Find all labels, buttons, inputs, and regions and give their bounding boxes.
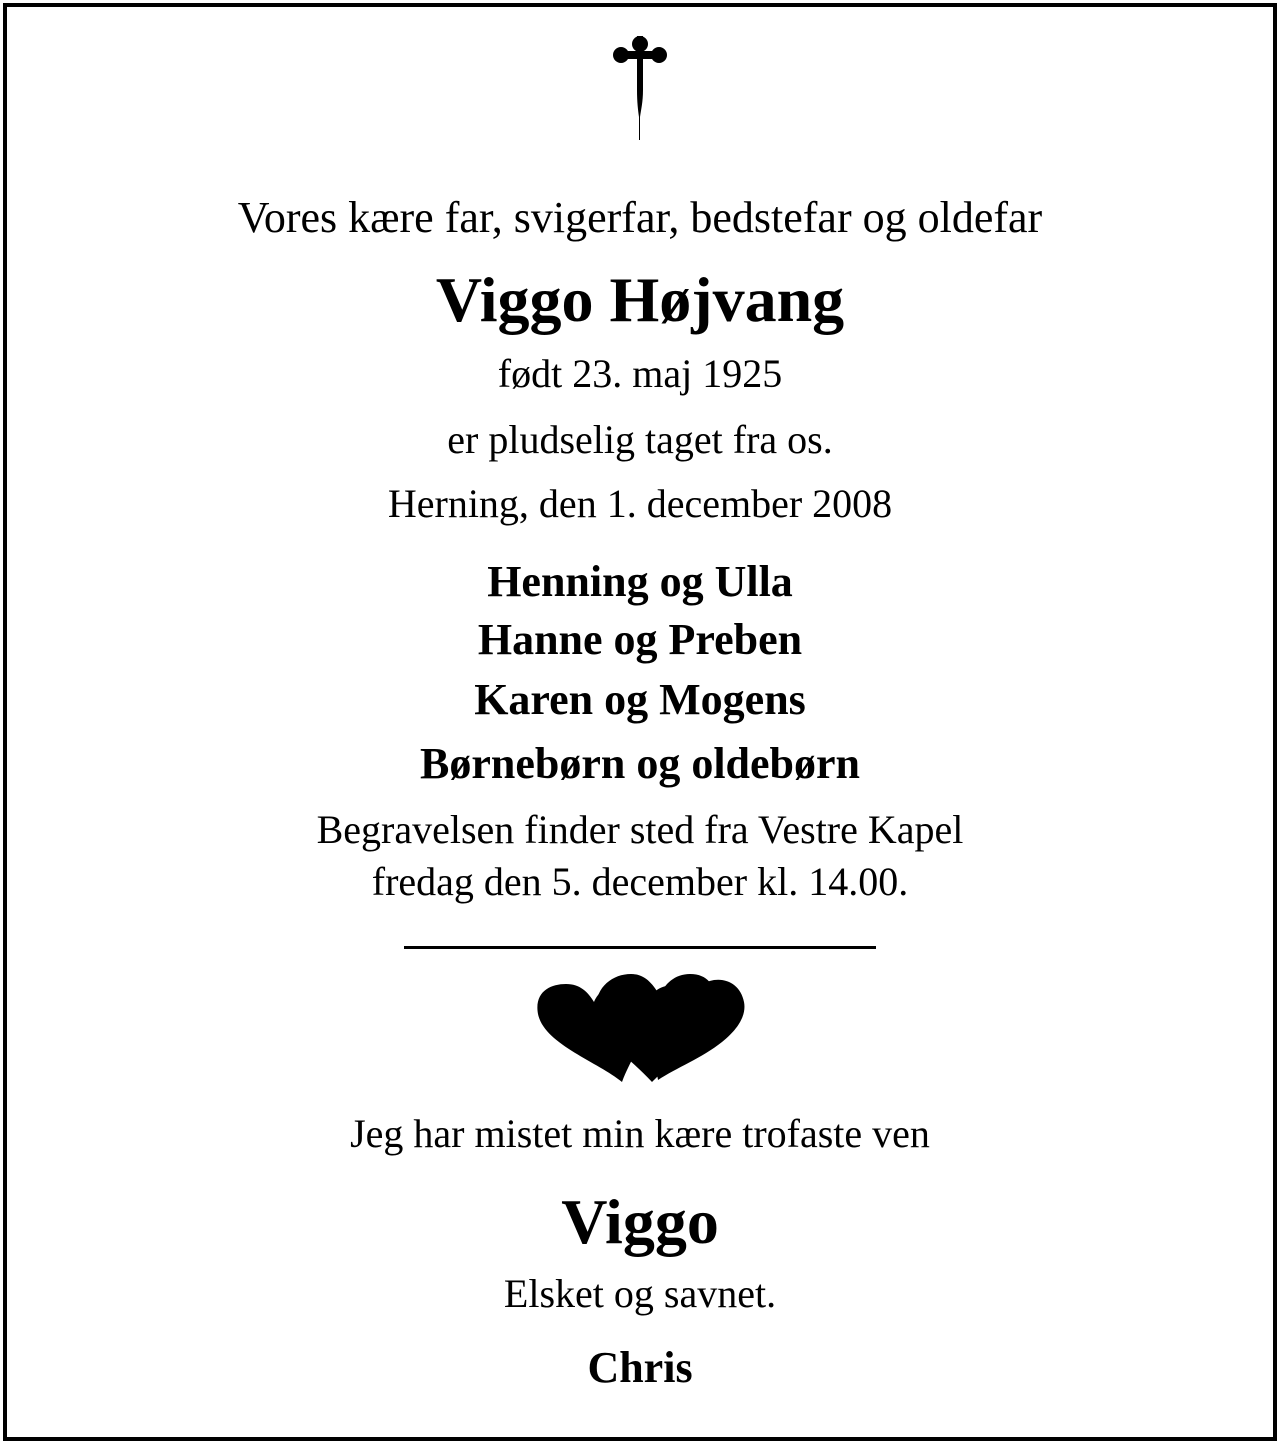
divider-line (404, 946, 876, 949)
tribute-signature: Chris (587, 1343, 693, 1392)
family-line-2: Hanne og Preben (477, 615, 803, 664)
funeral-line-1: Begravelsen finder sted fra Vestre Kapel (316, 807, 964, 852)
two-hearts-icon (534, 972, 746, 1084)
tribute-intro: Jeg har mistet min kære trofaste ven (350, 1111, 930, 1156)
family-line-1: Henning og Ulla (487, 557, 793, 606)
tribute-closing: Elsket og savnet. (503, 1271, 777, 1316)
passing-text: er pludselig taget fra os. (447, 417, 833, 462)
birth-date: født 23. maj 1925 (497, 351, 783, 396)
family-line-4: Børnebørn og oldebørn (419, 739, 861, 788)
tribute-name: Viggo (561, 1186, 719, 1257)
place-date: Herning, den 1. december 2008 (387, 481, 893, 526)
family-line-3: Karen og Mogens (474, 675, 806, 724)
obituary-intro: Vores kære far, svigerfar, bedstefar og oldefar (237, 193, 1043, 242)
funeral-line-2: fredag den 5. december kl. 14.00. (371, 859, 909, 904)
cross-icon (606, 36, 674, 140)
deceased-name: Viggo Højvang (435, 264, 845, 335)
